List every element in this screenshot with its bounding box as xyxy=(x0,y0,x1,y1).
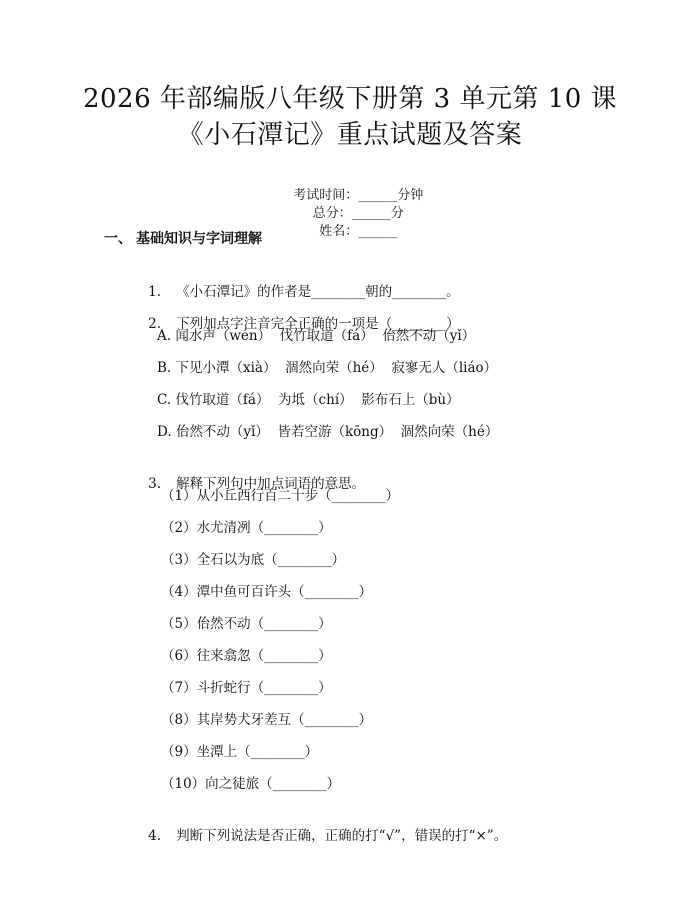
question-number: 3. xyxy=(148,476,162,492)
option-b: B. 下见小潭（xià） 涸然向荣（hé） 寂寥无人（liáo） xyxy=(157,360,498,376)
section-heading xyxy=(104,229,262,249)
option-d: D. 佁然不动（yǐ） 皆若空游（kōng） 涸然向荣（hé） xyxy=(157,424,499,440)
option-c: C. 伐竹取道（fá） 为坻（chí） 影布石上（bù） xyxy=(157,392,460,408)
question-number: 4. xyxy=(148,828,162,844)
question-text: 《小石潭记》的作者是________朝的________。 xyxy=(176,284,460,300)
section-title: 基础知识与字词理解 xyxy=(136,231,262,247)
q3-item-2: （2）水尤清冽（________） xyxy=(161,520,332,536)
total-score-field: 总分：______分 xyxy=(312,206,404,221)
q3-item-10: （10）向之徒旅（________） xyxy=(161,776,341,792)
q3-item-6: （6）往来翕忽（________） xyxy=(161,648,332,664)
question-text: 解释下列句中加点词语的意思。 xyxy=(176,476,366,492)
q3-item-9: （9）坐潭上（________） xyxy=(161,744,319,760)
document-title-line-2: 《小石潭记》重点试题及答案 xyxy=(177,120,523,150)
q3-item-3: （3）全石以为底（________） xyxy=(161,552,346,568)
q3-item-5: （5）佁然不动（________） xyxy=(161,616,332,632)
q3-item-4: （4）潭中鱼可百许头（________） xyxy=(161,584,373,600)
section-number: 一、 xyxy=(104,231,132,247)
q3-item-8: （8）其岸势犬牙差互（________） xyxy=(161,712,373,728)
question-number: 2. xyxy=(148,316,162,332)
q3-item-1: （1）从小丘西行百二十步（________） xyxy=(161,488,400,504)
q3-item-7: （7）斗折蛇行（________） xyxy=(161,680,332,696)
question-4 xyxy=(131,806,507,866)
option-a: A. 闻水声（wén） 伐竹取道（fá） 佁然不动（yǐ） xyxy=(157,328,476,344)
question-text: 判断下列说法是否正确，正确的打“√”，错误的打“×”。 xyxy=(176,828,508,844)
question-number: 1. xyxy=(148,284,162,300)
question-text: 下列加点字注音完全正确的一项是（________） xyxy=(176,316,460,332)
student-name-field: 姓名：______ xyxy=(319,224,398,239)
document-title-line-1: 2026 年部编版八年级下册第 3 单元第 10 课 xyxy=(82,84,618,114)
exam-time-field: 考试时间：______分钟 xyxy=(293,188,424,203)
